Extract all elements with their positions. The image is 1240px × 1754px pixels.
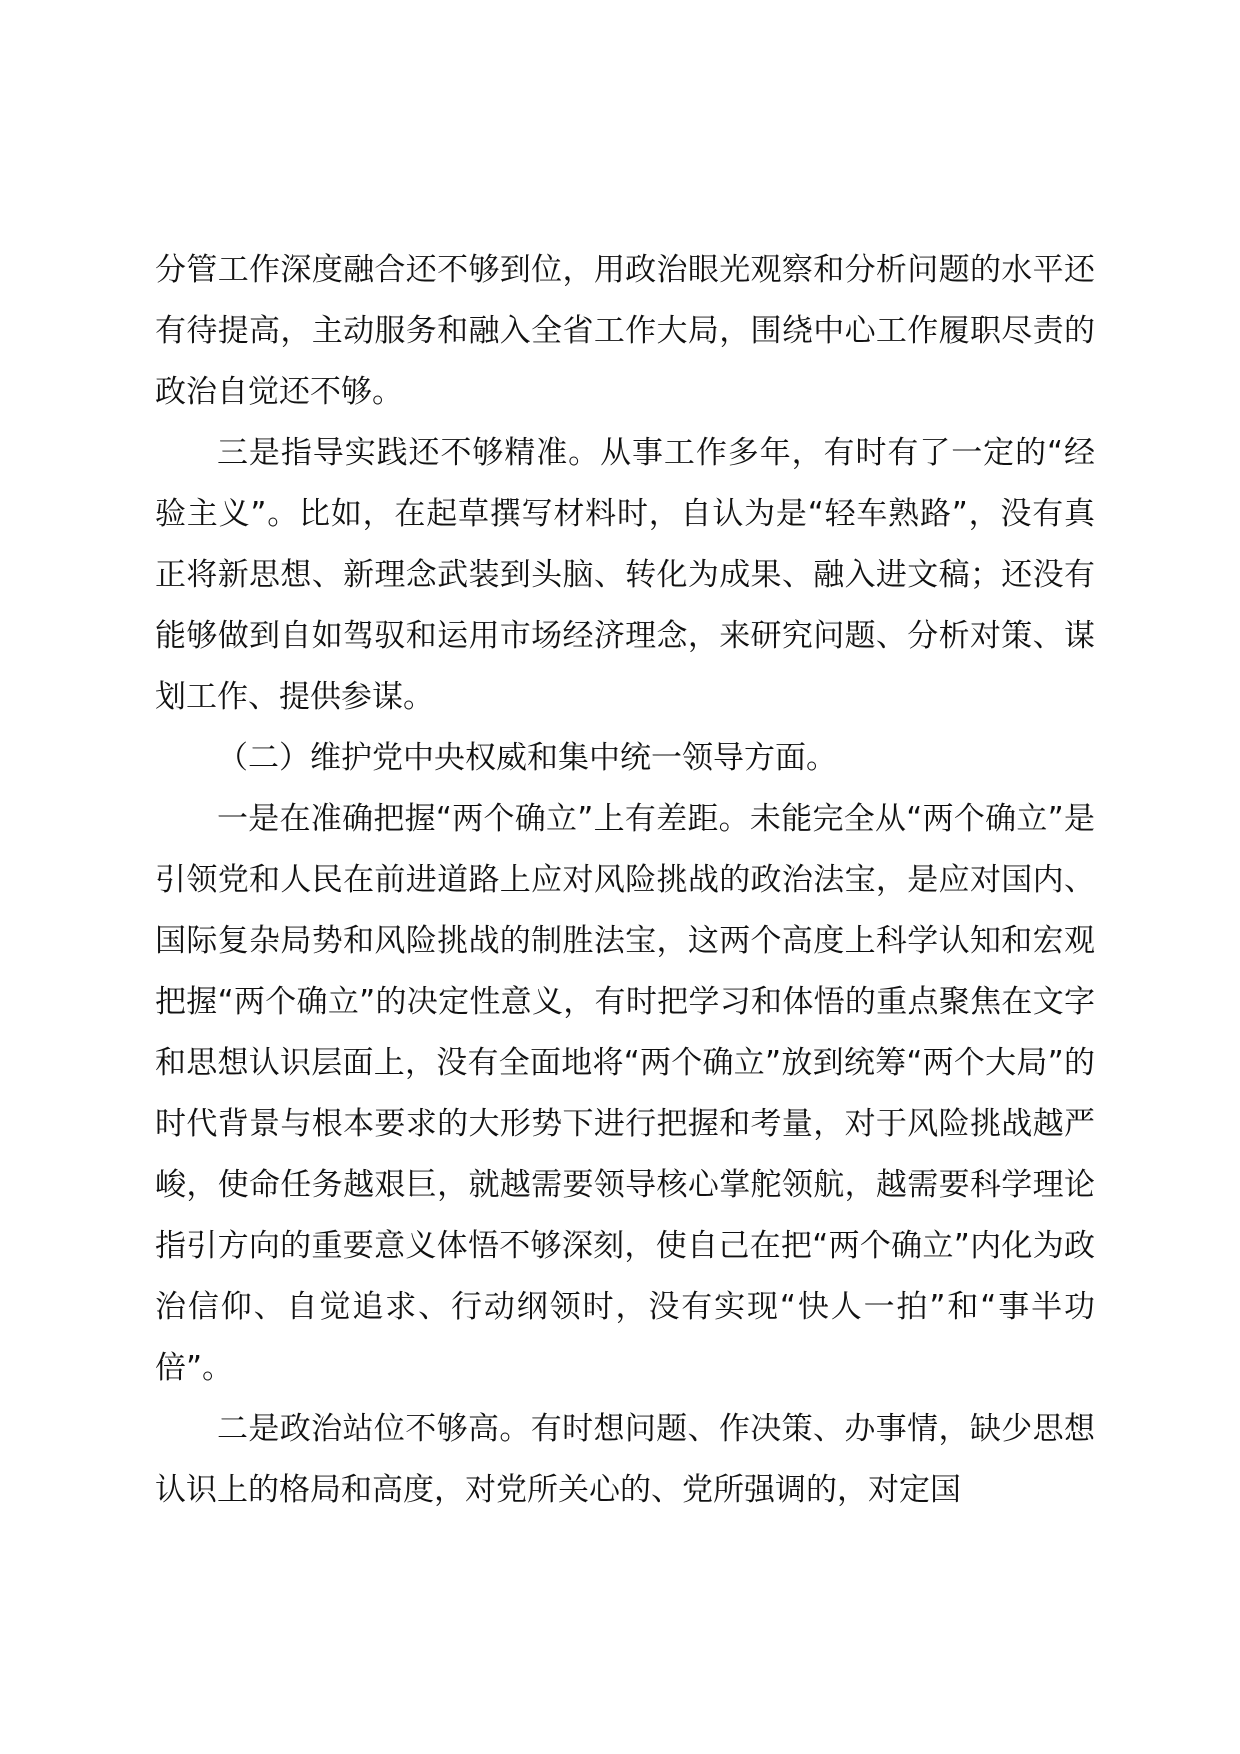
paragraph-two-establishments: 一是在准确把握“两个确立”上有差距。未能完全从“两个确立”是引领党和人民在前进道路上应对风险挑战的政治法宝，是应对国内、国际复杂局势和风险挑战的制胜法宝，这两个高度上科学认知和宏观把握“两个确立”的决定性意义，有时把学习和体悟的重点聚焦在文字和思想认识层面上，没有全面地将“两个确立”放到统筹“两个大局”的时代背景与根本要求的大形势下进行把握和考量，对于风险挑战越严峻，使命任务越艰巨，就越需要领导核心掌舵领航，越需要科学理论指引方向的重要意义体悟不够深刻，使自己在把“两个确立”内化为政治信仰、自觉追求、行动纲领时，没有实现“快人一拍”和“事半功倍”。 bbox=[155, 801, 1095, 1386]
paragraph-continuation: 分管工作深度融合还不够到位，用政治眼光观察和分析问题的水平还有待提高，主动服务和融入全省工作大局，围绕中心工作履职尽责的政治自觉还不够。 bbox=[155, 252, 1095, 410]
section-heading: （二）维护党中央权威和集中统一领导方面。 bbox=[217, 740, 837, 776]
document-body bbox=[155, 240, 1095, 1521]
paragraph-guidance-practice: 三是指导实践还不够精准。从事工作多年，有时有了一定的“经验主义”。比如，在起草撰写材料时，自认为是“轻车熟路”，没有真正将新思想、新理念武装到头脑、转化为成果、融入进文稿；还没有能够做到自如驾驭和运用市场经济理念，来研究问题、分析对策、谋划工作、提供参谋。 bbox=[155, 435, 1095, 715]
paragraph-political-stance: 二是政治站位不够高。有时想问题、作决策、办事情，缺少思想认识上的格局和高度，对党所关心的、党所强调的，对定国 bbox=[155, 1411, 1095, 1508]
